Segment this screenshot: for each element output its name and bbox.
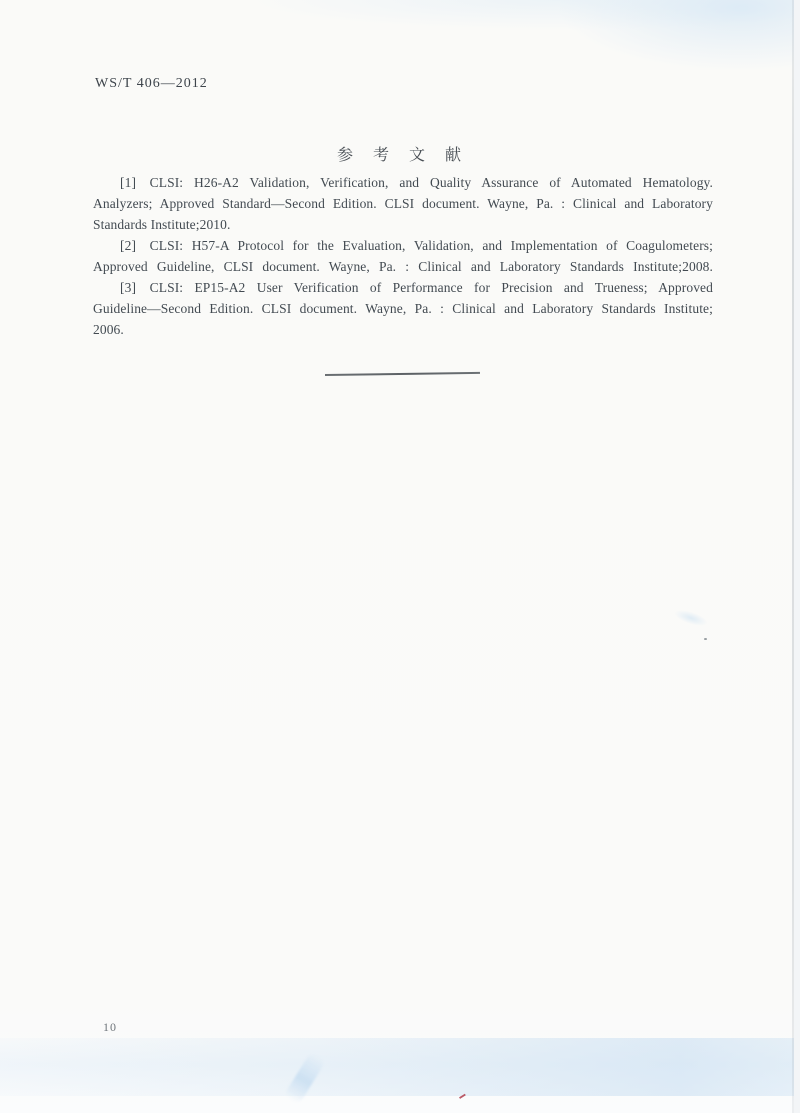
page-number: 10 bbox=[103, 1020, 117, 1034]
reference-line: Approved Guideline, CLSI document. Wayne, Pa. : Clinical and Laboratory Standards Institute;2008. bbox=[93, 259, 713, 274]
reference-line: Analyzers; Approved Standard—Second Edition. CLSI document. Wayne, Pa. : Clinical and Laboratory bbox=[93, 196, 713, 211]
reference-line: [1] CLSI: H26-A2 Validation, Verification, and Quality Assurance of Automated Hematology. bbox=[120, 175, 713, 190]
references-list bbox=[93, 172, 713, 340]
reference-entry-2 bbox=[93, 235, 713, 277]
reference-line: Standards Institute;2010. bbox=[93, 217, 231, 232]
reference-entry-1 bbox=[93, 172, 713, 235]
document-code: WS/T 406—2012 bbox=[95, 76, 208, 91]
reference-line: 2006. bbox=[93, 322, 124, 337]
end-of-document-rule bbox=[325, 372, 480, 376]
scan-artifact-blue-smudge bbox=[667, 603, 716, 632]
scan-artifact-right-crease bbox=[792, 0, 794, 1113]
scan-artifact-bottom-tint bbox=[0, 1038, 800, 1096]
scan-artifact-right-edge bbox=[794, 0, 800, 1113]
reference-line: Guideline—Second Edition. CLSI document. Wayne, Pa. : Clinical and Laboratory Standards Institute; bbox=[93, 301, 713, 316]
reference-line: [2] CLSI: H57-A Protocol for the Evaluation, Validation, and Implementation of Coagulometers; bbox=[120, 238, 713, 253]
reference-line: [3] CLSI: EP15-A2 User Verification of Performance for Precision and Trueness; Approved bbox=[120, 280, 713, 295]
references-title: 参 考 文 献 bbox=[336, 147, 463, 164]
scan-artifact-gray-speck bbox=[704, 638, 707, 640]
reference-entry-3 bbox=[93, 277, 713, 340]
